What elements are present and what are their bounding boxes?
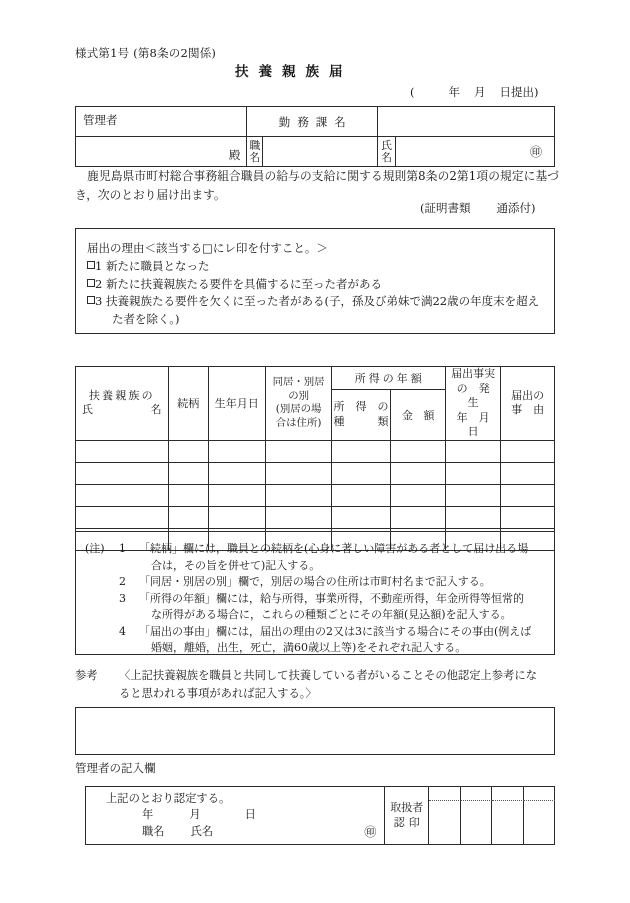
cell-fact-date[interactable] [445, 506, 500, 528]
certificate-note [420, 203, 536, 215]
seal-icon: ㊞ [529, 145, 542, 159]
table-row[interactable] [76, 462, 555, 484]
cell-residence[interactable] [265, 506, 331, 528]
col-header-relationship: 続柄 [168, 367, 208, 441]
cell-fact-date[interactable] [445, 484, 500, 506]
col-header-fact-date-line2: の 発 生 [456, 381, 501, 410]
cell-relationship[interactable] [168, 440, 208, 462]
reason-item-1[interactable] [87, 258, 544, 275]
handler-seal-cell-2[interactable] [460, 787, 491, 845]
cell-birthdate[interactable] [208, 440, 265, 462]
certify-text: 上記のとおり認定する。 [106, 792, 231, 805]
certify-day-label: 日 [244, 808, 256, 822]
cell-birthdate[interactable] [208, 506, 265, 528]
reference-free-text-box[interactable] [75, 707, 555, 755]
cell-birthdate[interactable] [208, 462, 265, 484]
cell-reason[interactable] [501, 462, 555, 484]
table-row[interactable] [76, 440, 555, 462]
cell-fact-date[interactable] [445, 462, 500, 484]
reason-item-3[interactable] [87, 293, 544, 328]
cell-income-amount[interactable] [391, 506, 446, 528]
note-item-1 [85, 541, 545, 574]
name-label-line1: 氏 [381, 138, 393, 152]
handler-label-line1: 取扱者 [390, 801, 424, 815]
dashed-divider [429, 800, 460, 801]
reason-heading: 届出の理由＜該当する□にレ印を付すこと。＞ [87, 241, 328, 255]
col-header-fact-date [445, 367, 500, 441]
name-label-cell [378, 137, 396, 167]
cell-fact-date[interactable] [445, 440, 500, 462]
cell-income-type[interactable] [331, 440, 391, 462]
cell-birthdate[interactable] [208, 484, 265, 506]
cell-residence[interactable] [265, 484, 331, 506]
statement-paragraph [75, 167, 559, 205]
reason-item-2-number: 2 [95, 276, 103, 291]
note-item-2-number: 2 [119, 575, 126, 588]
reason-item-2[interactable] [87, 276, 544, 293]
note-item-3 [85, 591, 545, 624]
honorific-cell [76, 137, 247, 167]
reference-tag: 参考 [75, 669, 98, 682]
note-item-2 [85, 574, 545, 591]
col-header-fact-date-line3: 年 月 日 [456, 410, 501, 439]
col-header-income-type-line2: 種 類 [333, 414, 389, 428]
handler-seal-cell-4[interactable] [523, 787, 555, 845]
handler-label-line2: 認印 [393, 815, 424, 829]
cell-name[interactable] [76, 506, 169, 528]
note-item-1-number: 1 [119, 542, 126, 555]
job-title-label-line1: 職 [249, 138, 261, 152]
paren-open: ( [410, 85, 415, 99]
seal-icon: ㊞ [364, 824, 377, 839]
note-item-4-text: 「届出の事由」欄には，届出の理由の2又は3に該当する場合にその事由(例えば [139, 624, 532, 638]
job-title-input-cell[interactable] [263, 137, 378, 167]
reference-block [75, 667, 555, 702]
col-header-reason-line2: 事 由 [511, 403, 545, 417]
col-header-fact-date-line1: 届出事実 [451, 367, 496, 380]
day-submit-label: 日提出) [499, 85, 539, 99]
cell-relationship[interactable] [168, 462, 208, 484]
col-header-dependent-name-line2b: 名 [150, 403, 162, 417]
dashed-divider [461, 800, 492, 801]
col-header-residence-line2: の別 [288, 389, 309, 402]
col-header-birthdate: 生年月日 [208, 367, 265, 441]
col-header-reason-line1: 届出の [511, 388, 545, 402]
col-header-residence [265, 367, 331, 441]
reason-item-3-text: 扶養親族たる要件を欠くに至った者がある(子，孫及び弟妹で満22歳の年度末を超え [106, 294, 540, 309]
col-header-income-type [331, 390, 391, 440]
cell-name[interactable] [76, 484, 169, 506]
submission-date-line [410, 87, 539, 99]
col-header-residence-line3: (別居の場 [275, 403, 322, 416]
cell-reason[interactable] [501, 506, 555, 528]
note-item-1-continuation: 合は，その旨を併せて)記入する。 [151, 558, 321, 572]
table-row[interactable] [76, 506, 555, 528]
note-item-2-text: 「同居・別居の別」欄で，別居の場合の住所は市町村名まで記入する。 [139, 575, 491, 588]
reason-item-3-number: 3 [95, 294, 103, 309]
certify-job-title-label: 職名 [142, 824, 165, 838]
note-item-4-number: 4 [119, 624, 126, 638]
note-item-3-text: 「所得の年額」欄には，給与所得，事業所得，不動産所得，年金所得等恒常的 [139, 591, 524, 605]
dependents-table [75, 366, 555, 551]
year-label: 年 [448, 85, 460, 99]
col-header-income-group: 所得の年額 [331, 367, 445, 390]
cell-reason[interactable] [501, 484, 555, 506]
notes-tag: (注) [85, 542, 105, 555]
certify-signature-line [96, 824, 376, 840]
manager-label-cell [76, 107, 247, 137]
col-header-dependent-name-line2a: 氏 [82, 403, 93, 417]
handler-seal-cell-1[interactable] [429, 787, 460, 845]
cell-income-type[interactable] [331, 462, 391, 484]
col-header-dependent-name [76, 367, 169, 441]
statement-text: 鹿児島県市町村総合事務組合職員の給与の支給に関する規則第8条の2第1項の規定に基づき，次のとおり届け出ます。 [75, 169, 559, 202]
job-title-label-line2: 名 [249, 150, 261, 164]
reference-text: 〈上記扶養親族を職員と共同して扶養している者がいることその他認定上参考にな [119, 669, 537, 682]
cell-reason[interactable] [501, 440, 555, 462]
handler-seal-cell-3[interactable] [492, 787, 523, 845]
cell-residence[interactable] [265, 440, 331, 462]
reason-box [75, 228, 555, 334]
col-header-income-type-line1: 所 得 の [333, 400, 389, 414]
notes-box [75, 531, 555, 655]
reason-item-3-continuation: た者を除く。) [112, 311, 180, 326]
cell-name[interactable] [76, 462, 169, 484]
col-header-income-amount-line2: 額 [423, 408, 435, 422]
certificate-note-open: (証明書類 [420, 201, 471, 215]
month-label: 月 [474, 85, 486, 99]
certify-date-line [96, 807, 376, 823]
reason-item-2-text: 新たに扶養親族たる要件を具備するに至った者がある [106, 276, 382, 291]
dependents-table-header-row-1 [76, 367, 555, 390]
col-header-income-amount-line1: 金 [401, 408, 413, 422]
cell-income-type[interactable] [331, 506, 391, 528]
page-title: 扶養親族届 [235, 64, 353, 80]
honorific-label: 殿 [228, 148, 241, 162]
admin-section-label: 管理者の記入欄 [75, 761, 156, 775]
col-header-residence-line4: 合は住所) [275, 416, 322, 429]
cell-income-amount[interactable] [391, 440, 446, 462]
cell-income-amount[interactable] [391, 462, 446, 484]
manager-label: 管理者 [83, 113, 118, 127]
reference-continuation: ると思われる事項があれば記入する。〉 [119, 686, 317, 700]
work-section-label: 勤務課名 [278, 114, 353, 129]
note-item-4-continuation: 婚姻，離婚，出生，死亡，満60歳以上等)をそれぞれ記入する。 [151, 641, 467, 654]
name-input-cell[interactable] [396, 137, 555, 167]
cell-relationship[interactable] [168, 506, 208, 528]
dashed-divider [524, 800, 556, 801]
header-row-bottom [76, 137, 555, 167]
admin-table [85, 786, 555, 845]
col-header-reason [501, 367, 555, 441]
certificate-note-close: 通添付) [496, 201, 536, 215]
certify-month-label: 月 [189, 808, 201, 822]
name-label-line2: 名 [381, 150, 393, 164]
note-item-3-continuation: な所得がある場合に，これらの種類ごとにその年額(見込額)を記入する。 [151, 608, 512, 621]
col-header-income-amount [391, 390, 446, 440]
certify-year-label: 年 [142, 808, 154, 822]
certify-name-label: 氏名 [190, 824, 214, 838]
note-item-4 [85, 624, 545, 657]
cell-residence[interactable] [265, 462, 331, 484]
work-section-value-cell[interactable] [378, 107, 555, 137]
checkbox-icon[interactable] [87, 296, 95, 304]
note-item-3-number: 3 [119, 591, 126, 605]
checkbox-icon[interactable] [87, 279, 95, 287]
checkbox-icon[interactable] [87, 261, 95, 269]
note-item-1-text: 「続柄」欄には，職員との続柄を(心身に著しい障害がある者として届け出る場 [139, 542, 529, 555]
handler-label-cell [385, 787, 429, 845]
cell-relationship[interactable] [168, 484, 208, 506]
cell-income-type[interactable] [331, 484, 391, 506]
certification-cell[interactable] [86, 787, 385, 845]
dashed-divider [492, 800, 523, 801]
col-header-residence-line1: 同居・別居 [272, 376, 325, 389]
job-title-label-cell [247, 137, 263, 167]
admin-row [86, 787, 555, 845]
col-header-dependent-name-line1: 扶養親族の [88, 388, 155, 402]
reason-item-1-number: 1 [95, 259, 103, 274]
form-number: 様式第1号 (第8条の2関係) [75, 46, 217, 60]
cell-name[interactable] [76, 440, 169, 462]
work-section-label-cell [247, 107, 378, 137]
header-row-top [76, 107, 555, 137]
reason-item-1-text: 新たに職員となった [106, 259, 210, 274]
cell-income-amount[interactable] [391, 484, 446, 506]
table-row[interactable] [76, 484, 555, 506]
header-table [75, 106, 555, 167]
